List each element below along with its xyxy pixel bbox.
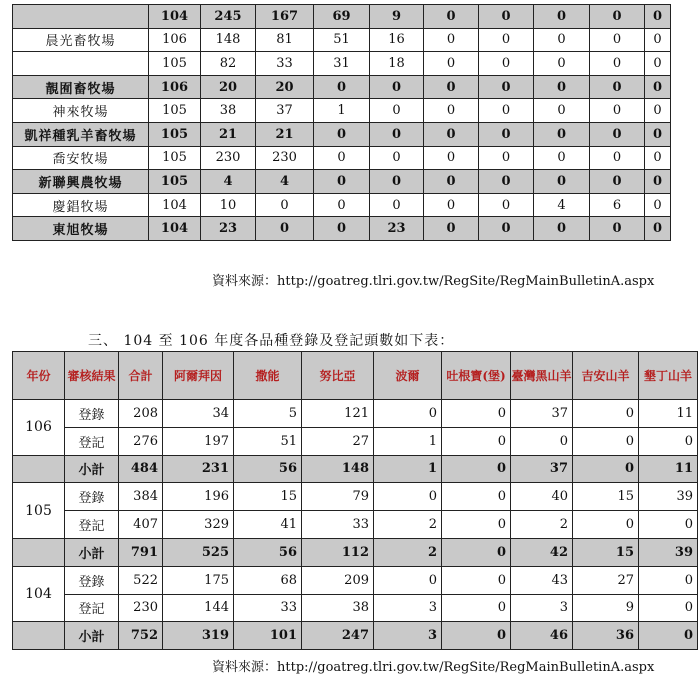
value-cell: 15 [573,538,639,566]
value-cell: 407 [119,511,163,539]
value-cell: 33 [234,594,302,622]
year-cell: 105 [13,483,65,539]
table-row [13,170,671,194]
value-cell: 41 [234,511,302,539]
value-cell: 0 [442,538,511,566]
value-cell: 0 [590,217,645,241]
review-result: 登錄 [65,400,119,428]
value-cell: 0 [645,193,671,217]
review-result: 登錄 [65,483,119,511]
value-cell: 0 [534,52,590,76]
review-result: 登記 [65,427,119,455]
table-row [13,28,671,52]
value-cell: 9 [573,594,639,622]
value-cell: 0 [479,146,534,170]
value-cell: 148 [201,28,256,52]
value-cell: 0 [534,122,590,146]
value-cell: 9 [370,5,424,29]
value-cell: 0 [424,5,479,29]
farm-name: 東旭牧場 [13,217,149,241]
value-cell: 121 [302,400,374,428]
value-cell: 0 [534,5,590,29]
value-cell: 0 [424,28,479,52]
value-cell: 33 [256,52,314,76]
value-cell: 56 [234,538,302,566]
value-cell: 0 [374,400,442,428]
value-cell: 0 [534,146,590,170]
value-cell: 0 [442,594,511,622]
value-cell: 6 [590,193,645,217]
column-header: 墾丁山羊 [639,352,698,400]
value-cell: 10 [201,193,256,217]
value-cell: 0 [534,99,590,123]
blank-cell [13,622,65,650]
value-cell: 0 [590,28,645,52]
value-cell: 0 [370,193,424,217]
value-cell: 0 [424,99,479,123]
value-cell: 46 [511,622,573,650]
value-cell: 0 [370,170,424,194]
value-cell: 0 [442,427,511,455]
value-cell: 2 [374,511,442,539]
value-cell: 0 [479,52,534,76]
value-cell: 0 [534,170,590,194]
value-cell: 0 [424,52,479,76]
value-cell: 39 [639,538,698,566]
review-result: 登記 [65,594,119,622]
value-cell: 0 [639,594,698,622]
value-cell: 0 [256,193,314,217]
value-cell: 0 [573,427,639,455]
value-cell: 36 [573,622,639,650]
section-title: 三、 104 至 106 年度各品種登錄及登記頭數如下表： [88,333,455,349]
farm-name [13,52,149,76]
value-cell: 0 [370,99,424,123]
value-cell: 197 [163,427,234,455]
value-cell: 0 [645,99,671,123]
value-cell: 230 [201,146,256,170]
value-cell: 525 [163,538,234,566]
value-cell: 0 [314,193,370,217]
year-cell: 105 [149,99,201,123]
review-result: 小計 [65,622,119,650]
value-cell: 0 [479,99,534,123]
value-cell: 37 [511,400,573,428]
value-cell: 0 [645,52,671,76]
column-header: 吉安山羊 [573,352,639,400]
value-cell: 0 [645,28,671,52]
year-cell: 104 [149,217,201,241]
value-cell: 51 [234,427,302,455]
table-row [13,483,698,511]
farm-name: 凱祥種乳羊畜牧場 [13,122,149,146]
value-cell: 231 [163,455,234,483]
value-cell: 0 [442,511,511,539]
value-cell: 3 [374,594,442,622]
value-cell: 0 [314,122,370,146]
value-cell: 0 [424,193,479,217]
value-cell: 0 [479,5,534,29]
value-cell: 0 [424,75,479,99]
value-cell: 51 [314,28,370,52]
column-header: 波爾 [374,352,442,400]
blank-cell [13,538,65,566]
value-cell: 38 [201,99,256,123]
value-cell: 247 [302,622,374,650]
farm-name: 慶錩牧場 [13,193,149,217]
value-cell: 0 [424,146,479,170]
value-cell: 1 [314,99,370,123]
table-row [13,99,671,123]
value-cell: 0 [645,75,671,99]
value-cell: 0 [573,400,639,428]
value-cell: 101 [234,622,302,650]
value-cell: 0 [424,170,479,194]
value-cell: 39 [639,483,698,511]
value-cell: 2 [374,538,442,566]
value-cell: 15 [573,483,639,511]
value-cell: 0 [370,122,424,146]
table-row [13,75,671,99]
table-row [13,594,698,622]
farm-name: 喬安牧場 [13,146,149,170]
table-row [13,400,698,428]
value-cell: 11 [639,455,698,483]
value-cell: 0 [534,217,590,241]
table-row [13,146,671,170]
table-row [13,427,698,455]
value-cell: 522 [119,566,163,594]
value-cell: 4 [201,170,256,194]
value-cell: 0 [370,146,424,170]
source-note-2: 資料來源：http://goatreg.tlri.gov.tw/RegSite/RegMainBulletinA.aspx [212,660,655,675]
review-result: 小計 [65,538,119,566]
value-cell: 5 [234,400,302,428]
value-cell: 384 [119,483,163,511]
value-cell: 752 [119,622,163,650]
value-cell: 0 [442,483,511,511]
value-cell: 43 [511,566,573,594]
table-row [13,511,698,539]
value-cell: 0 [374,483,442,511]
value-cell: 2 [511,511,573,539]
value-cell: 0 [314,146,370,170]
value-cell: 81 [256,28,314,52]
value-cell: 69 [314,5,370,29]
value-cell: 0 [590,146,645,170]
value-cell: 0 [639,511,698,539]
value-cell: 0 [590,5,645,29]
value-cell: 27 [302,427,374,455]
year-cell: 106 [13,400,65,456]
table-row [13,538,698,566]
value-cell: 0 [573,511,639,539]
value-cell: 0 [590,75,645,99]
source-note: 資料來源：http://goatreg.tlri.gov.tw/RegSite/RegMainBulletinA.aspx [212,274,655,289]
value-cell: 3 [374,622,442,650]
value-cell: 0 [256,217,314,241]
column-header: 年份 [13,352,65,400]
value-cell: 245 [201,5,256,29]
value-cell: 0 [590,99,645,123]
value-cell: 167 [256,5,314,29]
value-cell: 37 [511,455,573,483]
value-cell: 33 [302,511,374,539]
value-cell: 0 [479,28,534,52]
review-result: 小計 [65,455,119,483]
value-cell: 68 [234,566,302,594]
value-cell: 82 [201,52,256,76]
value-cell: 21 [201,122,256,146]
review-result: 登記 [65,511,119,539]
value-cell: 42 [511,538,573,566]
value-cell: 4 [256,170,314,194]
value-cell: 20 [201,75,256,99]
value-cell: 0 [314,170,370,194]
column-header: 審核結果 [65,352,119,400]
value-cell: 21 [256,122,314,146]
value-cell: 0 [479,122,534,146]
value-cell: 0 [314,217,370,241]
value-cell: 79 [302,483,374,511]
value-cell: 16 [370,28,424,52]
value-cell: 15 [234,483,302,511]
value-cell: 0 [590,122,645,146]
table-row [13,52,671,76]
value-cell: 0 [511,427,573,455]
value-cell: 4 [534,193,590,217]
farm-name [13,5,149,29]
value-cell: 0 [479,170,534,194]
value-cell: 230 [256,146,314,170]
table-row [13,566,698,594]
value-cell: 0 [534,28,590,52]
column-header: 阿爾拜因 [163,352,234,400]
value-cell: 11 [639,400,698,428]
value-cell: 0 [424,217,479,241]
value-cell: 3 [511,594,573,622]
value-cell: 1 [374,427,442,455]
value-cell: 0 [314,75,370,99]
value-cell: 0 [639,566,698,594]
value-cell: 0 [442,400,511,428]
value-cell: 31 [314,52,370,76]
value-cell: 0 [639,427,698,455]
value-cell: 208 [119,400,163,428]
value-cell: 23 [201,217,256,241]
value-cell: 0 [639,622,698,650]
value-cell: 23 [370,217,424,241]
value-cell: 0 [479,75,534,99]
value-cell: 0 [645,122,671,146]
year-cell: 106 [149,28,201,52]
column-header: 吐根寶(堡) [442,352,511,400]
value-cell: 34 [163,400,234,428]
value-cell: 56 [234,455,302,483]
farm-registration-table [12,4,671,241]
farm-name: 新聯興農牧場 [13,170,149,194]
year-cell: 104 [149,193,201,217]
column-header: 臺灣黑山羊 [511,352,573,400]
value-cell: 0 [645,217,671,241]
value-cell: 0 [370,75,424,99]
value-cell: 0 [479,193,534,217]
value-cell: 0 [442,455,511,483]
value-cell: 112 [302,538,374,566]
value-cell: 40 [511,483,573,511]
value-cell: 230 [119,594,163,622]
value-cell: 484 [119,455,163,483]
column-header: 努比亞 [302,352,374,400]
table-row [13,122,671,146]
review-result: 登錄 [65,566,119,594]
value-cell: 37 [256,99,314,123]
value-cell: 148 [302,455,374,483]
value-cell: 209 [302,566,374,594]
year-cell: 105 [149,146,201,170]
value-cell: 18 [370,52,424,76]
value-cell: 276 [119,427,163,455]
value-cell: 0 [374,566,442,594]
table-row [13,622,698,650]
value-cell: 175 [163,566,234,594]
table-row [13,5,671,29]
year-cell: 105 [149,52,201,76]
farm-name: 晨光畜牧場 [13,28,149,52]
value-cell: 319 [163,622,234,650]
column-header: 撒能 [234,352,302,400]
table-row [13,217,671,241]
value-cell: 20 [256,75,314,99]
value-cell: 0 [573,455,639,483]
farm-name: 靚囿畜牧場 [13,75,149,99]
year-cell: 104 [149,5,201,29]
value-cell: 0 [645,5,671,29]
value-cell: 0 [534,75,590,99]
value-cell: 38 [302,594,374,622]
value-cell: 0 [479,217,534,241]
table-row [13,193,671,217]
value-cell: 1 [374,455,442,483]
year-cell: 104 [13,566,65,622]
value-cell: 329 [163,511,234,539]
table-row [13,455,698,483]
value-cell: 0 [590,52,645,76]
value-cell: 0 [424,122,479,146]
year-cell: 106 [149,75,201,99]
year-cell: 105 [149,170,201,194]
value-cell: 0 [645,170,671,194]
value-cell: 0 [645,146,671,170]
year-cell: 105 [149,122,201,146]
value-cell: 144 [163,594,234,622]
value-cell: 196 [163,483,234,511]
value-cell: 0 [590,170,645,194]
value-cell: 791 [119,538,163,566]
value-cell: 0 [442,566,511,594]
farm-name: 神來牧場 [13,99,149,123]
breed-registration-table [12,351,698,650]
value-cell: 27 [573,566,639,594]
value-cell: 0 [442,622,511,650]
blank-cell [13,455,65,483]
column-header: 合計 [119,352,163,400]
